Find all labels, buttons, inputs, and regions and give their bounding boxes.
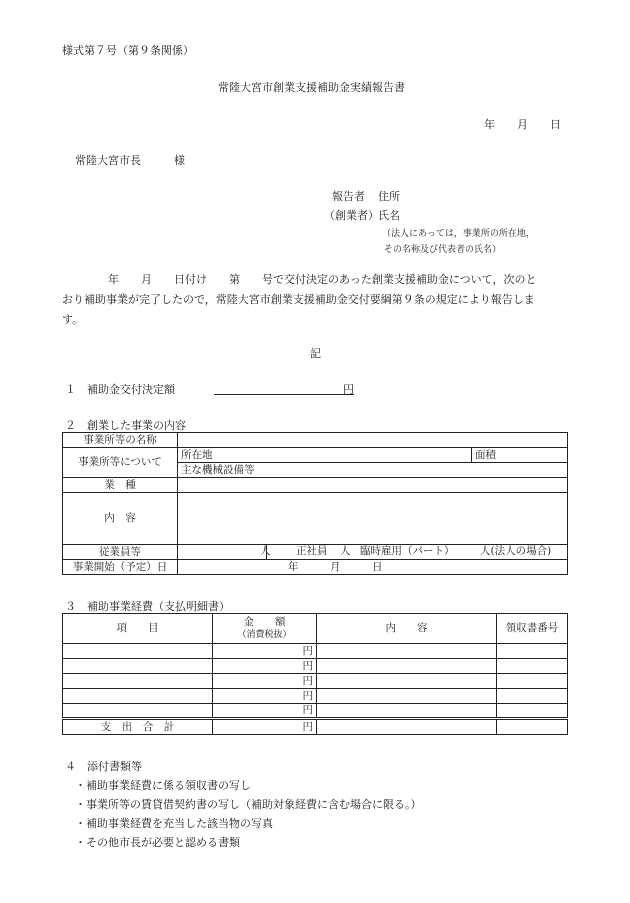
start-date-cell: 年 月 日 <box>178 560 568 575</box>
expense-receipt <box>497 689 568 704</box>
equipment-label: 主な機械設備等 <box>178 463 568 478</box>
expense-receipt <box>497 704 568 719</box>
col-receipt: 領収書番号 <box>497 614 568 644</box>
business-type-cell <box>178 478 568 493</box>
expense-row <box>63 689 568 704</box>
name-label: 氏名 <box>378 209 400 222</box>
body-line-3: す。 <box>62 313 84 326</box>
expense-item <box>63 689 213 704</box>
regular-label: 正社員 <box>296 545 328 557</box>
employees-label: 従業員等 <box>63 545 178 560</box>
grant-amount-line <box>214 394 354 395</box>
expense-receipt <box>497 674 568 689</box>
attachment-item: ・補助事業経費を充当した該当物の写真 <box>75 817 273 830</box>
regular-person: 人 <box>340 545 351 557</box>
attachment-item: ・事業所等の賃貸借契約書の写し（補助対象経費に含む場合に限る。） <box>75 798 422 811</box>
col-amount-note: （消費税抜） <box>237 630 292 641</box>
expense-yen: 円 <box>213 704 317 719</box>
expense-content <box>317 704 497 719</box>
attachment-item: ・その他市長が必要と認める書類 <box>75 836 240 849</box>
col-content: 内 容 <box>317 614 497 644</box>
expense-item <box>63 659 213 674</box>
total-label: 支 出 合 計 <box>63 719 213 735</box>
expense-row <box>63 644 568 659</box>
business-name-label: 事業所等の名称 <box>63 433 178 448</box>
employees-divider <box>266 545 267 560</box>
total-yen: 円 <box>213 719 317 735</box>
section2-heading: ２ 創業した事業の内容 <box>65 419 186 432</box>
document-title: 常陸大宮市創業支援補助金実績報告書 <box>218 81 405 94</box>
temporary-label: 臨時雇用（パート） <box>360 545 455 557</box>
attachment-item: ・補助事業経費に係る領収書の写し <box>75 779 251 792</box>
reporter-label: 報告者 <box>332 190 365 203</box>
body-line-1: 年 月 日付け 第 号で交付決定のあった創業支援補助金について，次のと <box>108 273 537 286</box>
founder-label: （創業者） <box>324 209 379 222</box>
col-amount-label: 金 額 <box>243 615 286 628</box>
expense-receipt <box>497 644 568 659</box>
corporate-note-1: （法人にあっては，事業所の所在地， <box>382 229 535 239</box>
expense-item <box>63 644 213 659</box>
form-number: 様式第７号（第９条関係） <box>62 44 194 57</box>
expense-yen: 円 <box>213 689 317 704</box>
addressee: 常陸大宮市長 様 <box>75 154 185 167</box>
total-content <box>317 719 497 735</box>
ki-mark: 記 <box>310 347 321 360</box>
section4-heading: ４ 添付書類等 <box>65 760 142 773</box>
business-about-label: 事業所等について <box>63 448 178 478</box>
business-table <box>62 432 568 575</box>
total-receipt <box>497 719 568 735</box>
content-cell <box>178 493 568 545</box>
expense-yen: 円 <box>213 644 317 659</box>
expense-table <box>62 613 568 735</box>
expense-row <box>63 659 568 674</box>
expense-content <box>317 689 497 704</box>
expense-item <box>63 704 213 719</box>
temporary-person: 人(法人の場合) <box>480 545 552 557</box>
expense-yen: 円 <box>213 659 317 674</box>
section3-heading: ３ 補助事業経費（支払明細書） <box>65 600 230 613</box>
corporate-note-2: その名称及び代表者の氏名） <box>384 245 502 255</box>
business-type-label: 業 種 <box>63 478 178 493</box>
area-label: 面積 <box>472 448 568 463</box>
content-label: 内 容 <box>63 493 178 545</box>
expense-row <box>63 704 568 719</box>
start-date-label: 事業開始（予定）日 <box>63 560 178 575</box>
grant-amount-unit: 円 <box>343 383 354 396</box>
expense-content <box>317 644 497 659</box>
address-label: 住所 <box>378 190 400 203</box>
employees-cell <box>178 545 568 560</box>
expense-item <box>63 674 213 689</box>
expense-receipt <box>497 659 568 674</box>
location-label: 所在地 <box>178 448 472 463</box>
expense-content <box>317 674 497 689</box>
date-line: 年 月 日 <box>484 118 561 131</box>
total-row <box>63 719 568 735</box>
expense-content <box>317 659 497 674</box>
expense-yen: 円 <box>213 674 317 689</box>
employees-person: 人 <box>260 545 271 557</box>
col-item: 項 目 <box>63 614 213 644</box>
section1-label: １ 補助金交付決定額 <box>65 383 175 396</box>
expense-row <box>63 674 568 689</box>
body-line-2: おり補助事業が完了したので，常陸大宮市創業支援補助金交付要綱第９条の規定により報告しま <box>62 293 535 306</box>
col-amount <box>213 614 317 644</box>
business-name-cell <box>178 433 568 448</box>
